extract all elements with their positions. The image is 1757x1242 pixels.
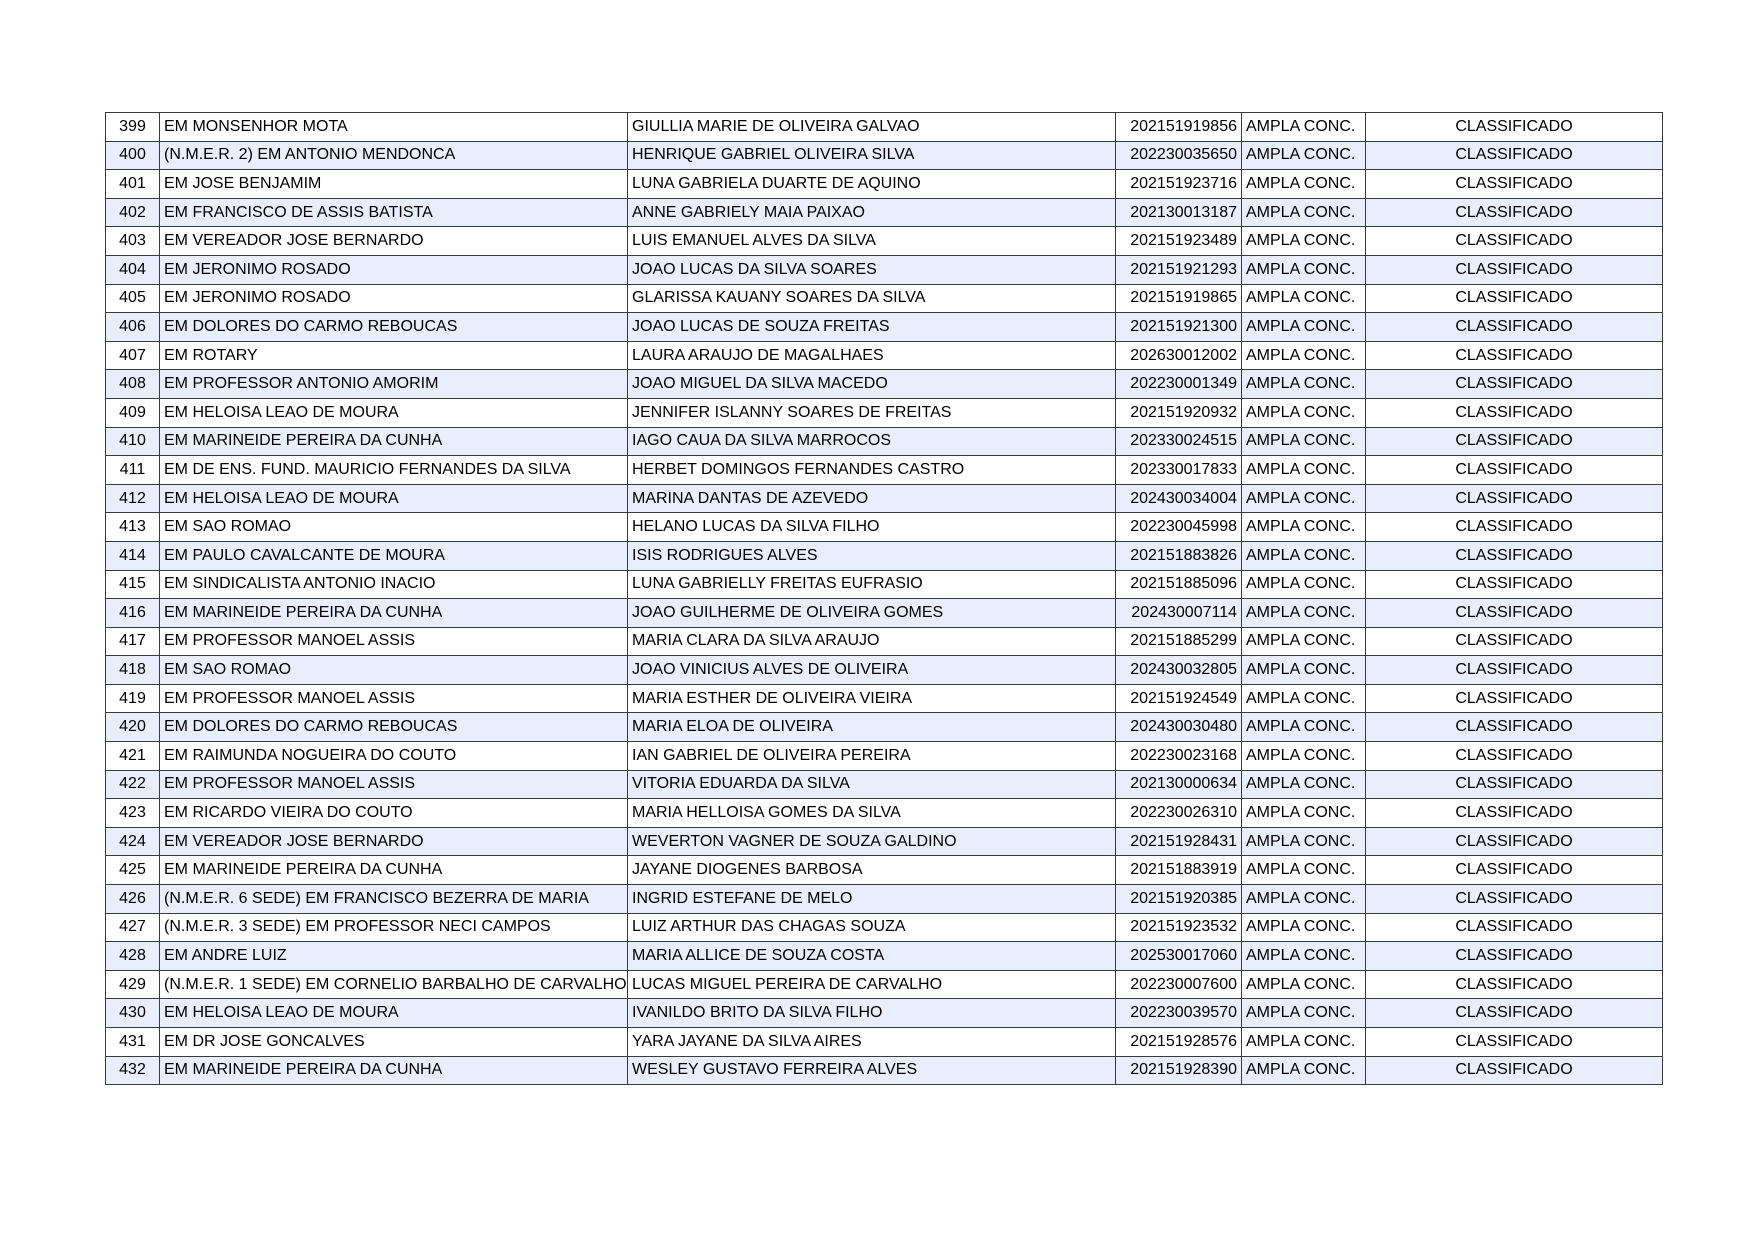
rank-number-cell: 419 xyxy=(106,684,160,713)
status-cell: CLASSIFICADO xyxy=(1366,284,1663,313)
quota-type-cell: AMPLA CONC. xyxy=(1242,913,1366,942)
table-row xyxy=(106,570,1663,599)
status-cell: CLASSIFICADO xyxy=(1366,913,1663,942)
quota-type-cell: AMPLA CONC. xyxy=(1242,570,1366,599)
quota-type-cell: AMPLA CONC. xyxy=(1242,599,1366,628)
student-name-cell: MARIA ALLICE DE SOUZA COSTA xyxy=(628,942,1116,971)
quota-type-cell: AMPLA CONC. xyxy=(1242,113,1366,142)
student-name-cell: LUIS EMANUEL ALVES DA SILVA xyxy=(628,227,1116,256)
status-cell: CLASSIFICADO xyxy=(1366,541,1663,570)
rank-number-cell: 420 xyxy=(106,713,160,742)
table-row xyxy=(106,484,1663,513)
registration-code-cell: 202430030480 xyxy=(1116,713,1242,742)
student-name-cell: GIULLIA MARIE DE OLIVEIRA GALVAO xyxy=(628,113,1116,142)
student-name-cell: LUNA GABRIELLY FREITAS EUFRASIO xyxy=(628,570,1116,599)
registration-code-cell: 202430032805 xyxy=(1116,656,1242,685)
quota-type-cell: AMPLA CONC. xyxy=(1242,255,1366,284)
quota-type-cell: AMPLA CONC. xyxy=(1242,427,1366,456)
school-name-cell: EM HELOISA LEAO DE MOURA xyxy=(160,999,628,1028)
status-cell: CLASSIFICADO xyxy=(1366,599,1663,628)
school-name-cell: EM RICARDO VIEIRA DO COUTO xyxy=(160,799,628,828)
rank-number-cell: 409 xyxy=(106,398,160,427)
quota-type-cell: AMPLA CONC. xyxy=(1242,799,1366,828)
school-name-cell: EM FRANCISCO DE ASSIS BATISTA xyxy=(160,198,628,227)
table-row xyxy=(106,885,1663,914)
quota-type-cell: AMPLA CONC. xyxy=(1242,942,1366,971)
table-row xyxy=(106,713,1663,742)
registration-code-cell: 202230035650 xyxy=(1116,141,1242,170)
table-row xyxy=(106,313,1663,342)
quota-type-cell: AMPLA CONC. xyxy=(1242,999,1366,1028)
table-row xyxy=(106,170,1663,199)
quota-type-cell: AMPLA CONC. xyxy=(1242,398,1366,427)
rank-number-cell: 418 xyxy=(106,656,160,685)
rank-number-cell: 432 xyxy=(106,1056,160,1085)
status-cell: CLASSIFICADO xyxy=(1366,713,1663,742)
table-row xyxy=(106,599,1663,628)
student-name-cell: VITORIA EDUARDA DA SILVA xyxy=(628,770,1116,799)
rank-number-cell: 404 xyxy=(106,255,160,284)
registration-code-cell: 202151928431 xyxy=(1116,827,1242,856)
table-row xyxy=(106,999,1663,1028)
registration-code-cell: 202151923532 xyxy=(1116,913,1242,942)
registration-code-cell: 202430007114 xyxy=(1116,599,1242,628)
rank-number-cell: 427 xyxy=(106,913,160,942)
quota-type-cell: AMPLA CONC. xyxy=(1242,856,1366,885)
registration-code-cell: 202630012002 xyxy=(1116,341,1242,370)
school-name-cell: EM HELOISA LEAO DE MOURA xyxy=(160,398,628,427)
student-name-cell: GLARISSA KAUANY SOARES DA SILVA xyxy=(628,284,1116,313)
quota-type-cell: AMPLA CONC. xyxy=(1242,742,1366,771)
registration-code-cell: 202230045998 xyxy=(1116,513,1242,542)
quota-type-cell: AMPLA CONC. xyxy=(1242,1056,1366,1085)
registration-code-cell: 202151923489 xyxy=(1116,227,1242,256)
rank-number-cell: 415 xyxy=(106,570,160,599)
school-name-cell: EM PROFESSOR ANTONIO AMORIM xyxy=(160,370,628,399)
school-name-cell: EM ANDRE LUIZ xyxy=(160,942,628,971)
school-name-cell: EM DE ENS. FUND. MAURICIO FERNANDES DA SILVA xyxy=(160,456,628,485)
rank-number-cell: 401 xyxy=(106,170,160,199)
student-name-cell: HELANO LUCAS DA SILVA FILHO xyxy=(628,513,1116,542)
rank-number-cell: 402 xyxy=(106,198,160,227)
rank-number-cell: 414 xyxy=(106,541,160,570)
status-cell: CLASSIFICADO xyxy=(1366,770,1663,799)
rank-number-cell: 430 xyxy=(106,999,160,1028)
quota-type-cell: AMPLA CONC. xyxy=(1242,313,1366,342)
table-row xyxy=(106,799,1663,828)
student-name-cell: IVANILDO BRITO DA SILVA FILHO xyxy=(628,999,1116,1028)
status-cell: CLASSIFICADO xyxy=(1366,427,1663,456)
quota-type-cell: AMPLA CONC. xyxy=(1242,627,1366,656)
school-name-cell: EM MARINEIDE PEREIRA DA CUNHA xyxy=(160,856,628,885)
student-name-cell: JOAO LUCAS DA SILVA SOARES xyxy=(628,255,1116,284)
status-cell: CLASSIFICADO xyxy=(1366,141,1663,170)
status-cell: CLASSIFICADO xyxy=(1366,1028,1663,1057)
registration-code-cell: 202151921293 xyxy=(1116,255,1242,284)
registration-code-cell: 202151920932 xyxy=(1116,398,1242,427)
registration-code-cell: 202230001349 xyxy=(1116,370,1242,399)
student-name-cell: MARIA HELLOISA GOMES DA SILVA xyxy=(628,799,1116,828)
table-row xyxy=(106,627,1663,656)
rank-number-cell: 411 xyxy=(106,456,160,485)
student-name-cell: WEVERTON VAGNER DE SOUZA GALDINO xyxy=(628,827,1116,856)
status-cell: CLASSIFICADO xyxy=(1366,227,1663,256)
student-name-cell: IAGO CAUA DA SILVA MARROCOS xyxy=(628,427,1116,456)
status-cell: CLASSIFICADO xyxy=(1366,827,1663,856)
table-row xyxy=(106,341,1663,370)
student-name-cell: HENRIQUE GABRIEL OLIVEIRA SILVA xyxy=(628,141,1116,170)
quota-type-cell: AMPLA CONC. xyxy=(1242,370,1366,399)
student-name-cell: JOAO LUCAS DE SOUZA FREITAS xyxy=(628,313,1116,342)
school-name-cell: EM DR JOSE GONCALVES xyxy=(160,1028,628,1057)
student-name-cell: JAYANE DIOGENES BARBOSA xyxy=(628,856,1116,885)
student-name-cell: WESLEY GUSTAVO FERREIRA ALVES xyxy=(628,1056,1116,1085)
registration-code-cell: 202151928390 xyxy=(1116,1056,1242,1085)
rank-number-cell: 410 xyxy=(106,427,160,456)
registration-code-cell: 202151883919 xyxy=(1116,856,1242,885)
registration-code-cell: 202230007600 xyxy=(1116,970,1242,999)
student-name-cell: LUNA GABRIELA DUARTE DE AQUINO xyxy=(628,170,1116,199)
table-row xyxy=(106,742,1663,771)
table-row xyxy=(106,398,1663,427)
registration-code-cell: 202230039570 xyxy=(1116,999,1242,1028)
quota-type-cell: AMPLA CONC. xyxy=(1242,827,1366,856)
table-row xyxy=(106,427,1663,456)
table-row xyxy=(106,284,1663,313)
school-name-cell: EM VEREADOR JOSE BERNARDO xyxy=(160,227,628,256)
status-cell: CLASSIFICADO xyxy=(1366,170,1663,199)
rank-number-cell: 408 xyxy=(106,370,160,399)
school-name-cell: EM JERONIMO ROSADO xyxy=(160,284,628,313)
student-name-cell: ANNE GABRIELY MAIA PAIXAO xyxy=(628,198,1116,227)
school-name-cell: EM PROFESSOR MANOEL ASSIS xyxy=(160,684,628,713)
status-cell: CLASSIFICADO xyxy=(1366,398,1663,427)
quota-type-cell: AMPLA CONC. xyxy=(1242,341,1366,370)
registration-code-cell: 202151923716 xyxy=(1116,170,1242,199)
status-cell: CLASSIFICADO xyxy=(1366,198,1663,227)
rank-number-cell: 428 xyxy=(106,942,160,971)
student-name-cell: JOAO GUILHERME DE OLIVEIRA GOMES xyxy=(628,599,1116,628)
quota-type-cell: AMPLA CONC. xyxy=(1242,513,1366,542)
status-cell: CLASSIFICADO xyxy=(1366,942,1663,971)
rank-number-cell: 413 xyxy=(106,513,160,542)
status-cell: CLASSIFICADO xyxy=(1366,885,1663,914)
table-row xyxy=(106,541,1663,570)
table-row xyxy=(106,1056,1663,1085)
student-name-cell: JOAO VINICIUS ALVES DE OLIVEIRA xyxy=(628,656,1116,685)
quota-type-cell: AMPLA CONC. xyxy=(1242,227,1366,256)
status-cell: CLASSIFICADO xyxy=(1366,456,1663,485)
status-cell: CLASSIFICADO xyxy=(1366,313,1663,342)
school-name-cell: EM VEREADOR JOSE BERNARDO xyxy=(160,827,628,856)
rank-number-cell: 421 xyxy=(106,742,160,771)
rank-number-cell: 407 xyxy=(106,341,160,370)
student-name-cell: INGRID ESTEFANE DE MELO xyxy=(628,885,1116,914)
status-cell: CLASSIFICADO xyxy=(1366,856,1663,885)
status-cell: CLASSIFICADO xyxy=(1366,684,1663,713)
registration-code-cell: 202151920385 xyxy=(1116,885,1242,914)
registration-code-cell: 202330024515 xyxy=(1116,427,1242,456)
table-row xyxy=(106,198,1663,227)
registration-code-cell: 202151919865 xyxy=(1116,284,1242,313)
quota-type-cell: AMPLA CONC. xyxy=(1242,456,1366,485)
rank-number-cell: 412 xyxy=(106,484,160,513)
rank-number-cell: 426 xyxy=(106,885,160,914)
school-name-cell: EM SINDICALISTA ANTONIO INACIO xyxy=(160,570,628,599)
table-row xyxy=(106,656,1663,685)
school-name-cell: (N.M.E.R. 3 SEDE) EM PROFESSOR NECI CAMPOS xyxy=(160,913,628,942)
quota-type-cell: AMPLA CONC. xyxy=(1242,713,1366,742)
quota-type-cell: AMPLA CONC. xyxy=(1242,284,1366,313)
school-name-cell: EM MONSENHOR MOTA xyxy=(160,113,628,142)
student-name-cell: LUCAS MIGUEL PEREIRA DE CARVALHO xyxy=(628,970,1116,999)
table-row xyxy=(106,1028,1663,1057)
quota-type-cell: AMPLA CONC. xyxy=(1242,170,1366,199)
table-row xyxy=(106,113,1663,142)
table-row xyxy=(106,370,1663,399)
student-name-cell: JOAO MIGUEL DA SILVA MACEDO xyxy=(628,370,1116,399)
registration-code-cell: 202151919856 xyxy=(1116,113,1242,142)
quota-type-cell: AMPLA CONC. xyxy=(1242,541,1366,570)
quota-type-cell: AMPLA CONC. xyxy=(1242,770,1366,799)
quota-type-cell: AMPLA CONC. xyxy=(1242,970,1366,999)
rank-number-cell: 425 xyxy=(106,856,160,885)
rank-number-cell: 403 xyxy=(106,227,160,256)
rank-number-cell: 405 xyxy=(106,284,160,313)
quota-type-cell: AMPLA CONC. xyxy=(1242,684,1366,713)
school-name-cell: EM MARINEIDE PEREIRA DA CUNHA xyxy=(160,1056,628,1085)
table-row xyxy=(106,913,1663,942)
school-name-cell: (N.M.E.R. 2) EM ANTONIO MENDONCA xyxy=(160,141,628,170)
registration-code-cell: 202130000634 xyxy=(1116,770,1242,799)
table-row xyxy=(106,456,1663,485)
registration-code-cell: 202330017833 xyxy=(1116,456,1242,485)
school-name-cell: EM SAO ROMAO xyxy=(160,513,628,542)
quota-type-cell: AMPLA CONC. xyxy=(1242,141,1366,170)
status-cell: CLASSIFICADO xyxy=(1366,513,1663,542)
quota-type-cell: AMPLA CONC. xyxy=(1242,1028,1366,1057)
student-name-cell: IAN GABRIEL DE OLIVEIRA PEREIRA xyxy=(628,742,1116,771)
table-row xyxy=(106,141,1663,170)
school-name-cell: EM RAIMUNDA NOGUEIRA DO COUTO xyxy=(160,742,628,771)
table-row xyxy=(106,513,1663,542)
table-row xyxy=(106,942,1663,971)
student-name-cell: MARIA CLARA DA SILVA ARAUJO xyxy=(628,627,1116,656)
registration-code-cell: 202230026310 xyxy=(1116,799,1242,828)
student-name-cell: YARA JAYANE DA SILVA AIRES xyxy=(628,1028,1116,1057)
status-cell: CLASSIFICADO xyxy=(1366,656,1663,685)
status-cell: CLASSIFICADO xyxy=(1366,341,1663,370)
table-row xyxy=(106,970,1663,999)
student-name-cell: LUIZ ARTHUR DAS CHAGAS SOUZA xyxy=(628,913,1116,942)
registration-code-cell: 202151921300 xyxy=(1116,313,1242,342)
rank-number-cell: 406 xyxy=(106,313,160,342)
table-row xyxy=(106,684,1663,713)
results-table xyxy=(105,112,1663,1085)
school-name-cell: EM DOLORES DO CARMO REBOUCAS xyxy=(160,313,628,342)
rank-number-cell: 400 xyxy=(106,141,160,170)
quota-type-cell: AMPLA CONC. xyxy=(1242,198,1366,227)
registration-code-cell: 202151885096 xyxy=(1116,570,1242,599)
student-name-cell: LAURA ARAUJO DE MAGALHAES xyxy=(628,341,1116,370)
rank-number-cell: 424 xyxy=(106,827,160,856)
registration-code-cell: 202151885299 xyxy=(1116,627,1242,656)
rank-number-cell: 422 xyxy=(106,770,160,799)
school-name-cell: EM MARINEIDE PEREIRA DA CUNHA xyxy=(160,427,628,456)
status-cell: CLASSIFICADO xyxy=(1366,627,1663,656)
table-row xyxy=(106,856,1663,885)
student-name-cell: ISIS RODRIGUES ALVES xyxy=(628,541,1116,570)
status-cell: CLASSIFICADO xyxy=(1366,255,1663,284)
table-row xyxy=(106,827,1663,856)
student-name-cell: MARIA ESTHER DE OLIVEIRA VIEIRA xyxy=(628,684,1116,713)
status-cell: CLASSIFICADO xyxy=(1366,970,1663,999)
registration-code-cell: 202151883826 xyxy=(1116,541,1242,570)
school-name-cell: (N.M.E.R. 1 SEDE) EM CORNELIO BARBALHO DE CARVALHO xyxy=(160,970,628,999)
status-cell: CLASSIFICADO xyxy=(1366,370,1663,399)
school-name-cell: EM PROFESSOR MANOEL ASSIS xyxy=(160,627,628,656)
table-row xyxy=(106,770,1663,799)
school-name-cell: EM JERONIMO ROSADO xyxy=(160,255,628,284)
registration-code-cell: 202151928576 xyxy=(1116,1028,1242,1057)
school-name-cell: EM MARINEIDE PEREIRA DA CUNHA xyxy=(160,599,628,628)
quota-type-cell: AMPLA CONC. xyxy=(1242,656,1366,685)
school-name-cell: EM PROFESSOR MANOEL ASSIS xyxy=(160,770,628,799)
registration-code-cell: 202130013187 xyxy=(1116,198,1242,227)
rank-number-cell: 399 xyxy=(106,113,160,142)
registration-code-cell: 202430034004 xyxy=(1116,484,1242,513)
status-cell: CLASSIFICADO xyxy=(1366,113,1663,142)
student-name-cell: JENNIFER ISLANNY SOARES DE FREITAS xyxy=(628,398,1116,427)
school-name-cell: EM DOLORES DO CARMO REBOUCAS xyxy=(160,713,628,742)
school-name-cell: EM JOSE BENJAMIM xyxy=(160,170,628,199)
school-name-cell: EM PAULO CAVALCANTE DE MOURA xyxy=(160,541,628,570)
status-cell: CLASSIFICADO xyxy=(1366,484,1663,513)
rank-number-cell: 423 xyxy=(106,799,160,828)
status-cell: CLASSIFICADO xyxy=(1366,799,1663,828)
school-name-cell: EM HELOISA LEAO DE MOURA xyxy=(160,484,628,513)
status-cell: CLASSIFICADO xyxy=(1366,1056,1663,1085)
registration-code-cell: 202230023168 xyxy=(1116,742,1242,771)
rank-number-cell: 431 xyxy=(106,1028,160,1057)
table-row xyxy=(106,255,1663,284)
results-table-body xyxy=(106,113,1663,1085)
school-name-cell: EM SAO ROMAO xyxy=(160,656,628,685)
school-name-cell: EM ROTARY xyxy=(160,341,628,370)
rank-number-cell: 416 xyxy=(106,599,160,628)
registration-code-cell: 202530017060 xyxy=(1116,942,1242,971)
status-cell: CLASSIFICADO xyxy=(1366,999,1663,1028)
quota-type-cell: AMPLA CONC. xyxy=(1242,484,1366,513)
school-name-cell: (N.M.E.R. 6 SEDE) EM FRANCISCO BEZERRA DE MARIA xyxy=(160,885,628,914)
status-cell: CLASSIFICADO xyxy=(1366,570,1663,599)
status-cell: CLASSIFICADO xyxy=(1366,742,1663,771)
rank-number-cell: 429 xyxy=(106,970,160,999)
rank-number-cell: 417 xyxy=(106,627,160,656)
student-name-cell: MARINA DANTAS DE AZEVEDO xyxy=(628,484,1116,513)
student-name-cell: HERBET DOMINGOS FERNANDES CASTRO xyxy=(628,456,1116,485)
registration-code-cell: 202151924549 xyxy=(1116,684,1242,713)
table-row xyxy=(106,227,1663,256)
student-name-cell: MARIA ELOA DE OLIVEIRA xyxy=(628,713,1116,742)
quota-type-cell: AMPLA CONC. xyxy=(1242,885,1366,914)
